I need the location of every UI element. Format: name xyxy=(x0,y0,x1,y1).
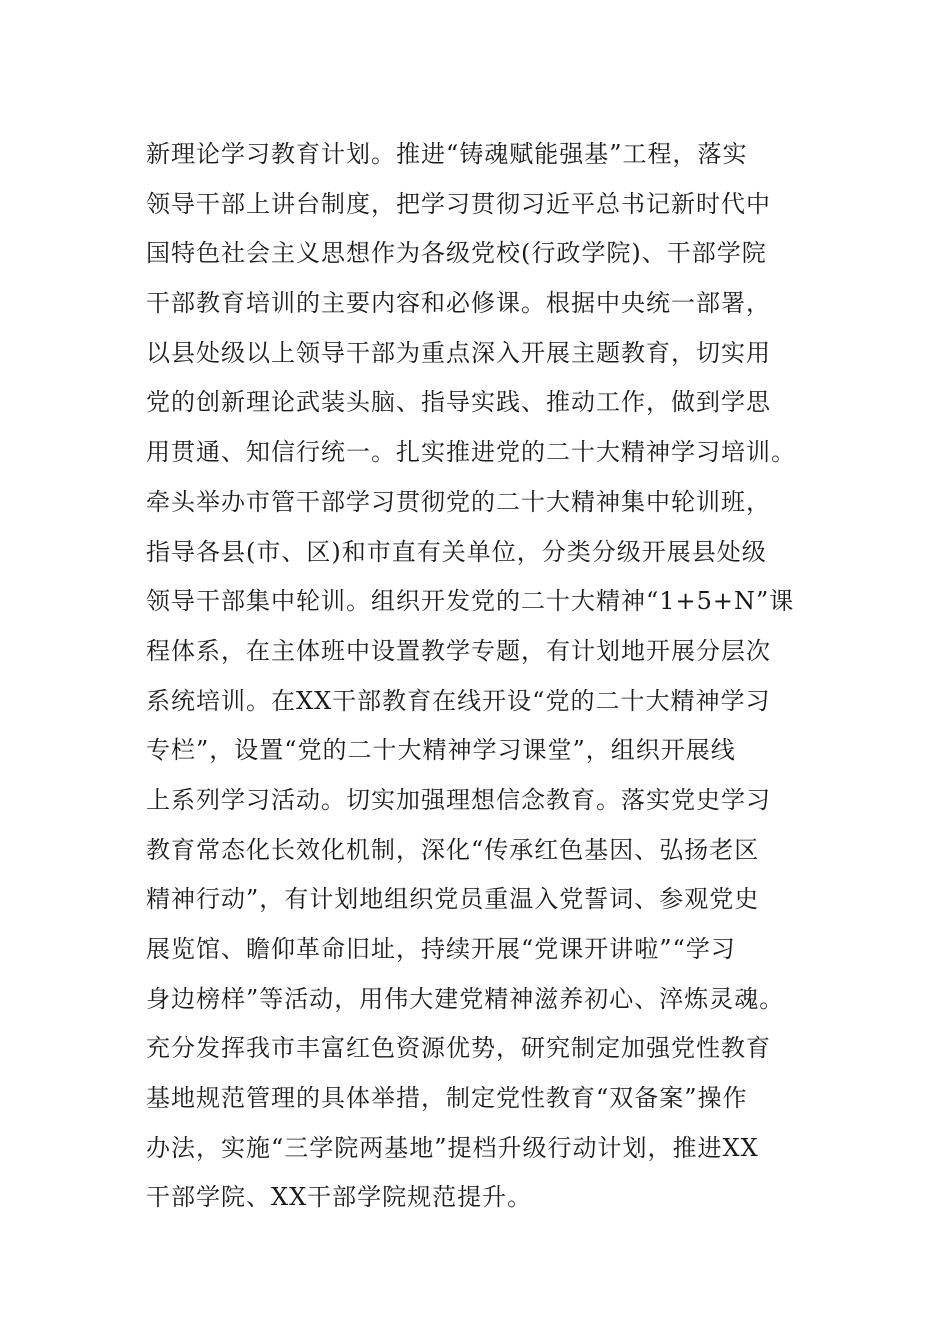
paragraph-line: 以县处级以上领导干部为重点深入开展主题教育，切实用 xyxy=(146,338,771,367)
paragraph-line: 充分发挥我市丰富红色资源优势，研究制定加强党性教育 xyxy=(146,1034,771,1063)
paragraph-line: 程体系，在主体班中设置教学专题，有计划地开展分层次 xyxy=(146,636,771,665)
paragraph-line: 展览馆、瞻仰革命旧址，持续开展“党课开讲啦”“学习 xyxy=(146,935,736,963)
paragraph-line: 用贯通、知信行统一。扎实推进党的二十大精神学习培训。 xyxy=(146,438,796,467)
paragraph-line: 专栏”，设置“党的二十大精神学习课堂”，组织开展线 xyxy=(146,736,736,765)
paragraph-line: 牵头举办市管干部学习贯彻党的二十大精神集中轮训班， xyxy=(146,487,771,516)
paragraph-line: 精神行动”，有计划地组织党员重温入党誓词、参观党史 xyxy=(146,885,760,914)
paragraph-line: 基地规范管理的具体举措，制定党性教育“双备案”操作 xyxy=(146,1084,748,1113)
paragraph-line: 干部教育培训的主要内容和必修课。根据中央统一部署， xyxy=(146,289,771,318)
paragraph-line: 干部学院、XX干部学院规范提升。 xyxy=(146,1183,533,1212)
paragraph-line: 系统培训。在XX干部教育在线开设“党的二十大精神学习 xyxy=(146,686,771,715)
paragraph-line: 领导干部上讲台制度，把学习贯彻习近平总书记新时代中 xyxy=(146,189,771,218)
paragraph-line: 新理论学习教育计划。推进“铸魂赋能强基”工程，落实 xyxy=(146,140,748,168)
paragraph-line: 党的创新理论武装头脑、指导实践、推动工作，做到学思 xyxy=(146,388,771,417)
paragraph-line: 身边榜样”等活动，用伟大建党精神滋养初心、淬炼灵魂。 xyxy=(146,984,785,1013)
body-paragraph xyxy=(146,130,806,1223)
paragraph-line: 指导各县(市、区)和市直有关单位，分类分级开展县处级 xyxy=(146,537,767,566)
paragraph-line: 教育常态化长效化机制，深化“传承红色基因、弘扬老区 xyxy=(146,835,760,864)
paragraph-line: 领导干部集中轮训。组织开发党的二十大精神“1+5+N”课 xyxy=(146,587,795,616)
paragraph-line: 上系列学习活动。切实加强理想信念教育。落实党史学习 xyxy=(146,785,771,814)
paragraph-line: 国特色社会主义思想作为各级党校(行政学院)、干部学院 xyxy=(146,239,767,268)
paragraph-line: 办法，实施“三学院两基地”提档升级行动计划，推进XX xyxy=(146,1133,759,1162)
